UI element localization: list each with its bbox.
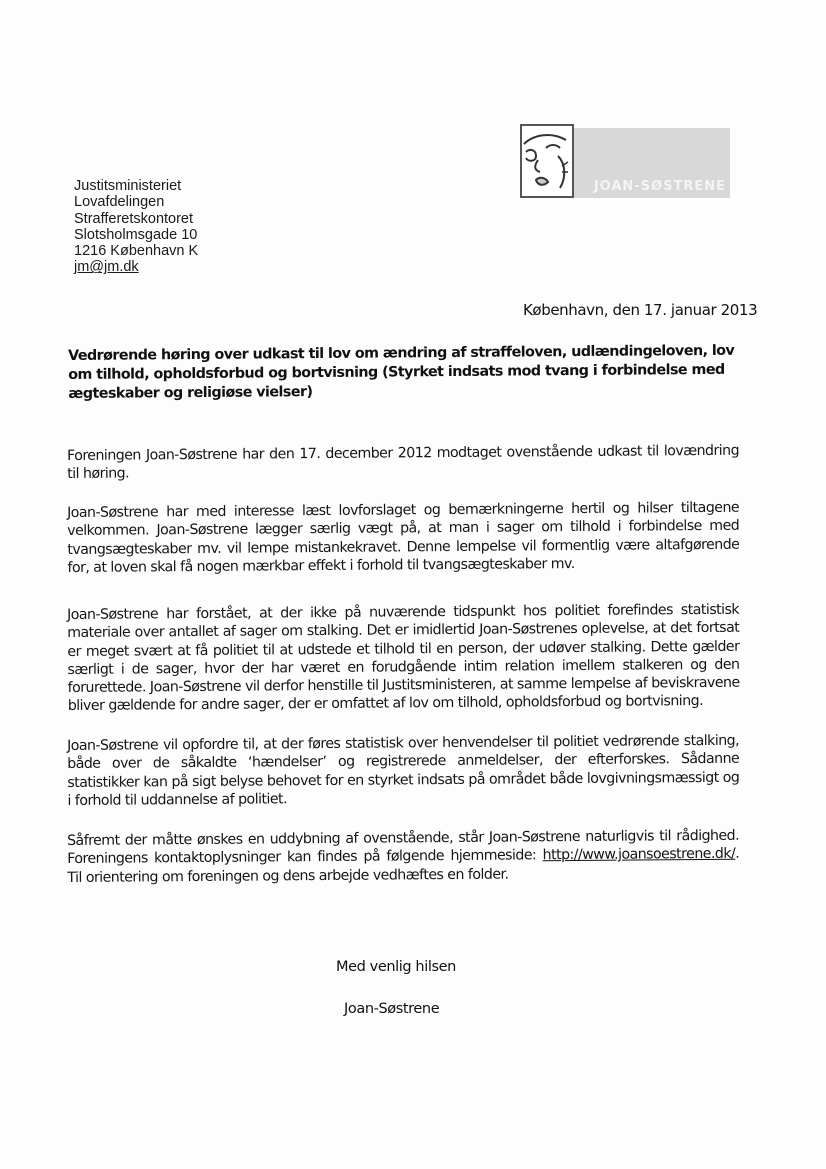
- letter-date: København, den 17. januar 2013: [523, 301, 758, 319]
- recipient-line: Slotsholmsgade 10: [74, 226, 198, 243]
- logo-band: [574, 128, 730, 198]
- face-drawing-icon: [520, 124, 574, 198]
- contact-text-before: Såfremt der måtte ønskes en uddybning af ovenstående, står Joan-Søstrene naturligvis til rådighed. Foreningens kontaktoplysninger kan findes på følgende hjemmeside:: [67, 827, 740, 868]
- recipient-line: 1216 København K: [74, 243, 199, 260]
- contact-paragraph: [67, 827, 739, 887]
- recipient-email-link[interactable]: jm@jm.dk: [74, 259, 139, 276]
- recipient-address: [74, 178, 198, 276]
- body-paragraph: Joan-Søstrene vil opfordre til, at der føres statistisk over henvendelser til politiet vedrørende stalking, både over de såkaldte ‘hændelser’ og registrerede anmeldelser, der efterforskes. Sådanne statistikker kan på sigt belyse behovet for en styrket indsats på området både lovgivningsmæssigt og i forhold til uddannelse af politiet.: [67, 732, 740, 809]
- recipient-line: Strafferetskontoret: [74, 210, 194, 227]
- body-paragraph: Joan-Søstrene har forstået, at der ikke på nuværende tidspunkt hos politiet forefindes statistisk materiale over antallet af sager om stalking. Det er imidlertid Joan-Søstrenes oplevelse, at det fortsat er meget svært at få politiet til at udstede et tilhold til en person, der udøver stalking. Dette gælder særligt i de sager, hvor der har været en forudgående intim relation imellem stalkeren og den forurettede. Joan-Søstrene vil derfor henstille til Justitsministeren, at samme lempelse af beviskravene bliver gældende for andre sager, der er omfattet af lov om tilhold, opholdsforbud og bortvisning.: [67, 601, 740, 715]
- website-link[interactable]: http://www.joansoestrene.dk/: [542, 846, 736, 864]
- closing-salutation: Med venlig hilsen: [336, 959, 456, 975]
- signature: Joan-Søstrene: [344, 1001, 440, 1017]
- logo-text: JOAN-SØSTRENE: [593, 179, 726, 194]
- recipient-line: Justitsministeriet: [74, 178, 182, 194]
- letter-subject: Vedrørende høring over udkast til lov om ændring af straffeloven, udlændingeloven, lov om tilhold, opholdsforbud og bortvisning (Styrket indsats mod tvang i forbindelse med ægteskaber og religiøse vielser): [68, 342, 735, 402]
- organization-logo: [520, 124, 730, 198]
- body-paragraph: Joan-Søstrene har med interesse læst lovforslaget og bemærkningerne hertil og hilser tiltagene velkommen. Joan-Søstrene lægger særlig vægt på, at man i sager om tilhold i forbindelse med tvangsægteskaber mv. vil lempe mistankekravet. Denne lempelse vil formentlig være altafgørende for, at loven skal få nogen mærkbar effekt i forhold til tvangsægteskaber mv.: [67, 499, 740, 576]
- recipient-line: Lovafdelingen: [74, 194, 165, 211]
- body-paragraph: Foreningen Joan-Søstrene har den 17. december 2012 modtaget ovenstående udkast til lovændring til høring.: [67, 442, 740, 483]
- contact-text-after: . Til orientering om foreningen og dens arbejde vedhæftes en folder.: [67, 846, 740, 886]
